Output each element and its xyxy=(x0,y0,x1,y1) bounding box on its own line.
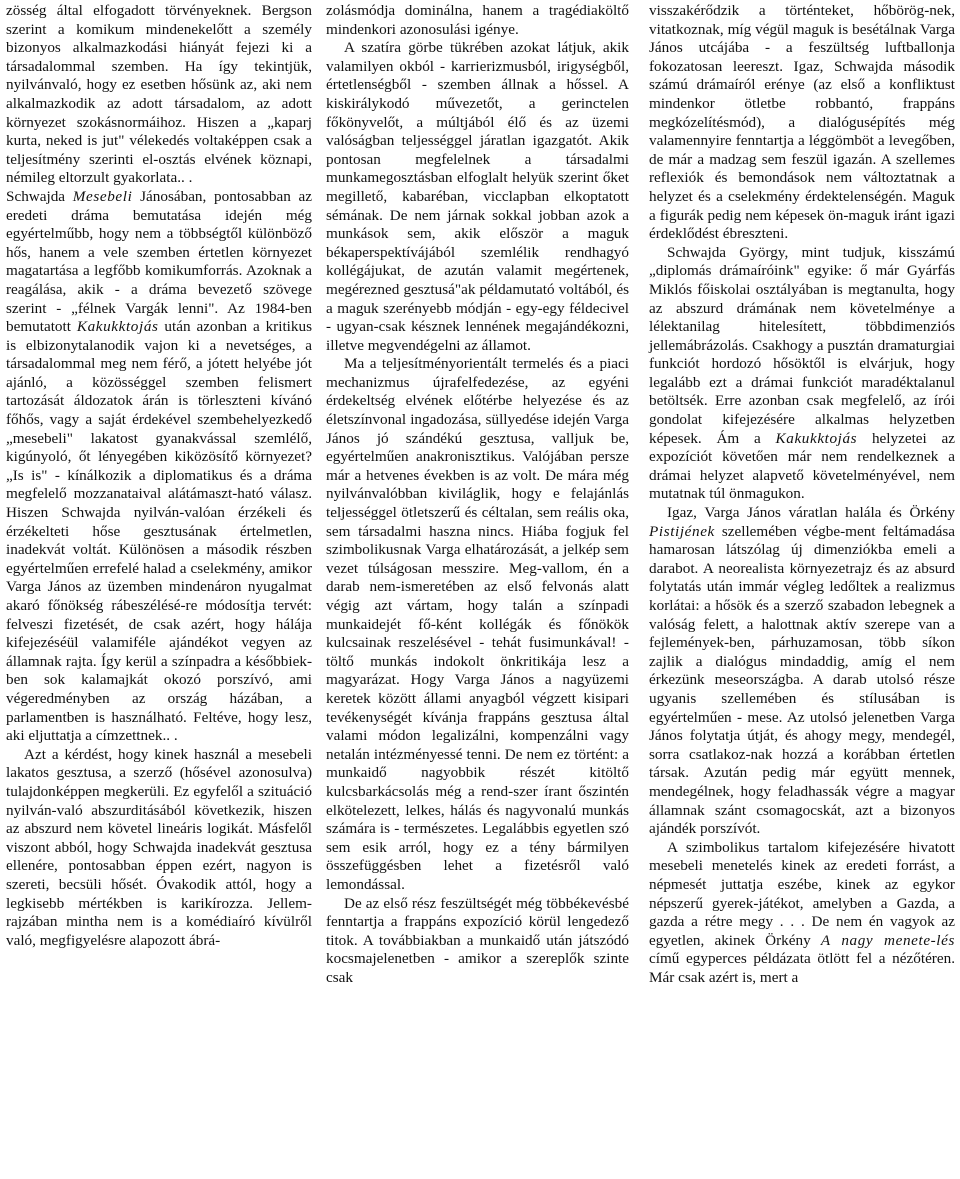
paragraph-text: Jánosában, pontosabban az eredeti dráma bemutatása idején még egyértelműbb, hogy nem a többségtől különböző hős, hanem a vele szemben értetlen környezet magatartása a legfőbb komikumforrás. Azoknak a reagálása, akik - a dráma bevezető szövege szerint - „félnek Vargák lenni". Az 1984-ben bemutatott xyxy=(6,187,313,336)
paragraph xyxy=(649,244,955,504)
text-column-3 xyxy=(649,2,955,987)
paragraph-text: Schwajda György, mint tudjuk, kisszámú „diplomás drámaíróink" egyike: ő már Gyárfás Miklós főiskolai osztályában is megtanulta, hogy az abszurd drámának nem követelménye a lélektanilag hitelesített, többdimenziós jellemábrázolás. Csakhogy a pusztán dramaturgiai funkciót hordozó hősöktől is elvárjuk, hogy legalább ezt a drámai funkciót maradéktalanul betöltsék. Erre azonban csak megfelelő, az írói gondolat kifejezésére alkalmas helyzetben képesek. Ám a xyxy=(649,243,955,447)
paragraph-text: Igaz, Varga János váratlan halála és Örkény xyxy=(667,504,955,522)
paragraph xyxy=(649,2,955,244)
italic-title-text: Pistijének xyxy=(649,522,715,540)
paragraph xyxy=(326,355,629,894)
italic-title-text: A nagy menete-lés xyxy=(820,931,955,949)
italic-title-text: Kakukktojás xyxy=(76,318,159,336)
paragraph-text: szellemében végbe-ment feltámadása hamarosan látszólag új dimenziókba emeli a darabot. A neorealista környezetrajz és az absurd folytatás után immár végleg ledőltek a realizmus korlátai: a hősök és a szerző szabadon lebegnek a valóság felett, a halottnak aktív szerepe van a fejlemények-ben, párhuzamosan, több síkon zajlik a dialógus mindaddig, amíg el nem érkezünk meseországba. A darab utolsó része ugyanis szellemében és stílusában is egyértelműen - mese. Az utolsó jelenetben Varga János folytatja útját, és ahogy megy, mendegél, sorra csatlakoz-nak hozzá a korábban értetlen társak. Azután pedig már együtt mennek, mendegélnek, hogy feladhassák végre a magyar államnak szánt csomagocskát, azt a bizonyos ajándék porszívót. xyxy=(649,522,955,838)
paragraph xyxy=(326,895,629,988)
paragraph xyxy=(326,39,629,355)
paragraph-text: után azonban a kritikus is elbizonytalanodik vajon ki a nevetséges, a társadalommal meg nem férő, a jótett helyébe jót ajánló, a közösséggel szemben felismert tartozását áldozatok árán is törleszteni kívánó főhős, vagy a saját érdekével szembehelyezkedő „mesebeli" lakatost gyanakvással szemlélő, kigúnyoló, őt lényegében kiközösítő környezet? „Is is" - kínálkozik a diplomatikus és a dráma megfelelő mozzanataival alátámaszt-ható válasz. Hiszen Schwajda nyilván-valóan érzékeli és érzékelteti hőse gesztusának értelmetlen, inadekvát voltát. Különösen a második részben egyértelműen errefelé halad a cselekmény, amikor Varga János az üzemben mindenáron nyugalmat akaró főnökség rábeszélésé-re módosítja tervét: felveszi fizetését, de csak azért, hogy hálája kifejezéséül valamiféle ajándékot vegyen az államnak rajta. Így kerül a színpadra a későbbiek-ben sok kalamajkát okozó porszívó, ami végeredményben az ország házában, a parlamentben is használható. Feltéve, hogy lesz, aki eljuttatja a címzettnek.. . xyxy=(6,318,312,745)
paragraph-text: visszakérődzik a történteket, hőbörög-nek, vitatkoznak, míg végül maguk is besétálnak Varga János utcájába - a feszültség luftballonja fokozatosan leereszt. Igaz, Schwajda második számú drámaíról erénye (az első a konfliktust mindenkor ötletbe robbantó, frappáns megkózelítésmód), a dialógusépítés még valamennyire fenntartja a léggömböt a levegőben, de már a madzag sem feszül igazán. A szellemes reflexiók és bemondások nem változtatnak a helyzet és a cselekmény érdektelenségén. Maguk a figurák pedig nem képesek ön-maguk iránt igazi érdeklődést ébreszteni. xyxy=(649,2,955,243)
paragraph-text: Azt a kérdést, hogy kinek használ a mesebeli lakatos gesztusa, a szerző (hősével azonosulva) tulajdonképpen megkerüli. Ez egyfelől a szituáció nyilván-való abszurditásából következik, hiszen az abszurd nem követel lineáris logikát. Másfelől viszont abból, hogy Schwajda inadekvát gesztusa ellenére, pontosabban éppen ezért, nagyon is szereti, becsüli hősét. Óvakodik attól, hogy a legkisebb mértékben is karikírozza. Jellem-rajzában mintha nem is a komédiaíró kívülről való, megfigyelésre alapozott ábrá- xyxy=(6,745,312,949)
paragraph-text: helyzetei az expozíciót követően már nem rendelkeznek a drámai helyzet alapvető követelményével, nem mutatnak túl önmagukon. xyxy=(649,429,956,503)
paragraph-text: A szimbolikus tartalom kifejezésére hivatott mesebeli menetelés kinek az eredeti forrást, a népmesét juttatja eszébe, kinek az egykor népszerű gyerek-játékot, amelyben a Gazda, a gazda a rétre megy . . . De nem én vagyok az egyetlen, akinek Örkény xyxy=(649,838,955,949)
paragraph-text: Schwajda xyxy=(6,187,73,205)
italic-title-text: Mesebeli xyxy=(72,187,133,205)
paragraph-text: zösség által elfogadott törvényeknek. Bergson szerint a komikum mindenekelőtt a személy bizonyos alkalmazkodási hiányát fejezi ki a társadalommal szemben. Ha így tekintjük, nyilvánvaló, hogy ez esetben hősünk az, aki nem alkalmazkodik az adott társadalom, az adott környezet szokásnormáihoz. Hiszen a „kaparj kurta, neked is jut" vélekedés voltaképpen csak a teljesítmény szerinti el-osztás elvének köznapi, némileg eltorzult gyakorlata.. . xyxy=(6,2,312,187)
paragraph xyxy=(649,839,955,988)
paragraph-text: De az első rész feszültségét még többékevésbé fenntartja a frappáns expozíció körül lengedező titok. A továbbiakban a munkaidő után játszódó kocsmajelenetben - amikor a szereplők szinte csak xyxy=(326,894,629,986)
paragraph xyxy=(6,2,312,188)
paragraph xyxy=(326,2,629,39)
paragraph-text: zolásmódja dominálna, hanem a tragédiaköltő mindenkori azonosulási igénye. xyxy=(326,2,629,38)
paragraph-text: Ma a teljesítményorientált termelés és a piaci mechanizmus újrafelfedezése, az egyéni érdekeltség elvének előtérbe helyezése és az életszínvonal ingadozása, süllyedése idején Varga János jó szándékú gesztusa, valljuk be, egyértelműen anakronisztikus. Valójában persze már a hetvenes években is az volt. De mára még nyilvánvalóbban kiviláglik, hogy e felajánlás teljességgel ötletszerű és céltalan, sem reális oka, sem társadalmi haszna nincs. Hiába fogjuk fel szimbolikusnak Varga elhatározását, a jelkép sem vezet túlságosan messzire. Meg-vallom, én a darab nem-ismeretében az első felvonás alatt végig azt vártam, hogy talán a színpadi munkaidejét fő-ként kollégák és főnökök kulcsainak reszelésével - tehát fusimunkával! - töltő munkás indokolt önkritikája lesz a magyarázat. Hogy Varga János a nagyüzemi keretek között állami anyagból végzett kisipari tevékenységét kívánja frappáns gesztusa által valami módon legalizálni, kompenzálni vagy netalán intézményessé tenni. De nem ez történt: a munkaidő nagyobbik részét kitöltő kulcsbarkácsolás még a rend-szer írant őszintén elkötelezett, lelkes, hálás és nagyvonalú munkás számára is - természetes. Legalábbis egyetlen szó sem esik arról, hogy ez a tény bármilyen összefüggésben lehet a fizetésről való lemondással. xyxy=(326,355,629,893)
paragraph-text: A szatíra görbe tükrében azokat látjuk, akik valamilyen okból - karrierizmusból, irigységből, értetlenségből - szemben állnak a hőssel. A kiskirálykodó művezetőt, a gerinctelen főkönyvelőt, a múltjából élő és az üzemi valóságban teljességgel járatlan igazgatót. Akik pontosan megfelelnek a társadalmi munkamegosztásban elfoglalt helyük szerint őket megillető, kabaréban, vicclapban elkoptatott sémának. De nem járnak sokkal jobban azok a munkások sem, akik először a maguk békaperspektívájából szemlélik rendhagyó kollégájukat, de azután valamit megértenek, megérezned gesztusá"ak példamutató voltából, és a maguk szerényebb módján - egy-egy féldecivel - ugyan-csak késznek lennének megajándékozni, illetve megvendégelni az államot. xyxy=(326,39,629,354)
paragraph xyxy=(6,746,312,951)
paragraph xyxy=(6,188,312,746)
italic-title-text: Kakukktojás xyxy=(775,429,858,447)
text-column-1 xyxy=(6,2,312,950)
paragraph xyxy=(649,504,955,839)
paragraph-text: című egyperces példázata ötlött fel a nézőtéren. Már csak azért is, mert a xyxy=(649,950,955,986)
text-column-2 xyxy=(326,2,629,987)
